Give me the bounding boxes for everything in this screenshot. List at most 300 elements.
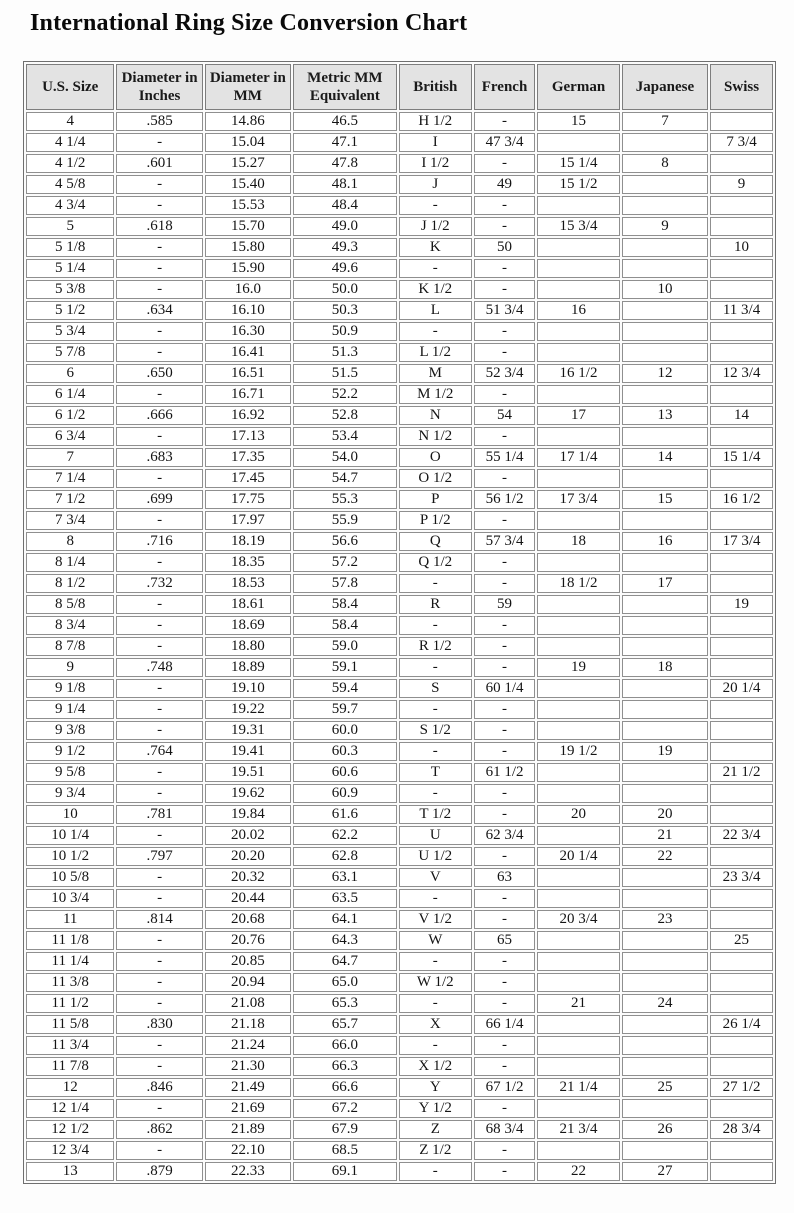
table-cell: 4 1/2 bbox=[26, 154, 114, 173]
table-cell: M bbox=[399, 364, 472, 383]
table-cell: Q 1/2 bbox=[399, 553, 472, 572]
table-cell: .879 bbox=[116, 1162, 202, 1181]
table-cell: - bbox=[399, 259, 472, 278]
table-cell bbox=[622, 322, 708, 341]
table-cell: P bbox=[399, 490, 472, 509]
table-cell bbox=[622, 679, 708, 698]
table-cell: 14 bbox=[710, 406, 773, 425]
table-cell: R 1/2 bbox=[399, 637, 472, 656]
table-cell bbox=[710, 196, 773, 215]
table-cell: - bbox=[116, 259, 202, 278]
column-header-u-s-size: U.S. Size bbox=[26, 64, 114, 110]
table-cell: 17 3/4 bbox=[710, 532, 773, 551]
table-cell: 11 7/8 bbox=[26, 1057, 114, 1076]
table-cell: 4 1/4 bbox=[26, 133, 114, 152]
table-cell bbox=[537, 469, 620, 488]
table-cell: 16.10 bbox=[205, 301, 291, 320]
table-cell bbox=[537, 1099, 620, 1118]
table-cell: 12 bbox=[622, 364, 708, 383]
table-cell: P 1/2 bbox=[399, 511, 472, 530]
table-cell: 10 bbox=[710, 238, 773, 257]
table-cell: 6 1/4 bbox=[26, 385, 114, 404]
table-cell: V 1/2 bbox=[399, 910, 472, 929]
table-row bbox=[26, 805, 773, 824]
table-cell: 49 bbox=[474, 175, 535, 194]
table-cell: 14 bbox=[622, 448, 708, 467]
table-cell: 20.02 bbox=[205, 826, 291, 845]
table-cell bbox=[710, 574, 773, 593]
table-cell: 10 5/8 bbox=[26, 868, 114, 887]
table-row bbox=[26, 616, 773, 635]
table-cell: 15 3/4 bbox=[537, 217, 620, 236]
table-cell: 65.3 bbox=[293, 994, 397, 1013]
table-cell: - bbox=[399, 574, 472, 593]
table-cell bbox=[622, 889, 708, 908]
table-cell: 15.80 bbox=[205, 238, 291, 257]
table-cell: 20 3/4 bbox=[537, 910, 620, 929]
table-cell: H 1/2 bbox=[399, 112, 472, 131]
column-header-swiss: Swiss bbox=[710, 64, 773, 110]
table-cell: 46.5 bbox=[293, 112, 397, 131]
table-cell: - bbox=[474, 427, 535, 446]
table-cell: 9 1/4 bbox=[26, 700, 114, 719]
table-cell: - bbox=[474, 259, 535, 278]
table-cell: 60.3 bbox=[293, 742, 397, 761]
table-cell: 16 1/2 bbox=[537, 364, 620, 383]
table-cell: - bbox=[399, 994, 472, 1013]
table-cell bbox=[537, 511, 620, 530]
table-row bbox=[26, 889, 773, 908]
table-cell: 55 1/4 bbox=[474, 448, 535, 467]
table-cell: 16.30 bbox=[205, 322, 291, 341]
table-cell bbox=[622, 1057, 708, 1076]
table-cell: 47.1 bbox=[293, 133, 397, 152]
table-row bbox=[26, 826, 773, 845]
table-cell: - bbox=[116, 343, 202, 362]
table-cell: 66.0 bbox=[293, 1036, 397, 1055]
table-cell: - bbox=[116, 889, 202, 908]
table-cell: 17.75 bbox=[205, 490, 291, 509]
table-row bbox=[26, 385, 773, 404]
table-cell bbox=[622, 385, 708, 404]
table-cell bbox=[710, 385, 773, 404]
table-cell: 8 1/2 bbox=[26, 574, 114, 593]
table-cell: 68 3/4 bbox=[474, 1120, 535, 1139]
table-cell bbox=[537, 595, 620, 614]
table-cell bbox=[622, 343, 708, 362]
table-cell: 61.6 bbox=[293, 805, 397, 824]
table-cell bbox=[537, 931, 620, 950]
table-cell: 18 bbox=[537, 532, 620, 551]
table-cell: 22.10 bbox=[205, 1141, 291, 1160]
table-cell: - bbox=[116, 1036, 202, 1055]
table-cell: - bbox=[399, 1036, 472, 1055]
table-cell: N bbox=[399, 406, 472, 425]
table-cell bbox=[537, 700, 620, 719]
column-header-french: French bbox=[474, 64, 535, 110]
table-cell: .650 bbox=[116, 364, 202, 383]
table-cell: L 1/2 bbox=[399, 343, 472, 362]
table-cell: - bbox=[116, 469, 202, 488]
table-cell: 9 1/2 bbox=[26, 742, 114, 761]
table-row bbox=[26, 1141, 773, 1160]
table-row bbox=[26, 553, 773, 572]
table-cell: - bbox=[474, 1141, 535, 1160]
table-cell: 7 3/4 bbox=[710, 133, 773, 152]
table-row bbox=[26, 406, 773, 425]
table-cell: 51.5 bbox=[293, 364, 397, 383]
table-cell: 19.41 bbox=[205, 742, 291, 761]
table-cell: 21 1/4 bbox=[537, 1078, 620, 1097]
table-cell: - bbox=[116, 952, 202, 971]
table-cell: 10 bbox=[622, 280, 708, 299]
table-cell: S 1/2 bbox=[399, 721, 472, 740]
table-cell bbox=[622, 637, 708, 656]
table-cell: 6 3/4 bbox=[26, 427, 114, 446]
table-cell: O bbox=[399, 448, 472, 467]
table-cell: 63.5 bbox=[293, 889, 397, 908]
table-cell: 8 bbox=[26, 532, 114, 551]
table-row bbox=[26, 343, 773, 362]
table-cell: 27 bbox=[622, 1162, 708, 1181]
table-cell: - bbox=[116, 595, 202, 614]
table-cell: - bbox=[399, 616, 472, 635]
table-cell: T bbox=[399, 763, 472, 782]
table-cell bbox=[710, 154, 773, 173]
table-cell bbox=[537, 973, 620, 992]
table-cell: 5 bbox=[26, 217, 114, 236]
table-cell bbox=[622, 700, 708, 719]
table-cell: .618 bbox=[116, 217, 202, 236]
column-header-metric-mm-equivalent: Metric MM Equivalent bbox=[293, 64, 397, 110]
table-cell: 8 3/4 bbox=[26, 616, 114, 635]
table-cell: 11 1/8 bbox=[26, 931, 114, 950]
table-cell: 17 3/4 bbox=[537, 490, 620, 509]
table-cell: 48.1 bbox=[293, 175, 397, 194]
table-body bbox=[26, 112, 773, 1181]
table-cell: - bbox=[116, 133, 202, 152]
ring-size-conversion-table bbox=[23, 61, 776, 1184]
table-cell: 54 bbox=[474, 406, 535, 425]
table-cell: 21 1/2 bbox=[710, 763, 773, 782]
table-cell: 9 bbox=[710, 175, 773, 194]
table-cell: 66.3 bbox=[293, 1057, 397, 1076]
table-cell: 21 3/4 bbox=[537, 1120, 620, 1139]
table-cell: - bbox=[474, 112, 535, 131]
table-cell bbox=[710, 322, 773, 341]
table-cell: - bbox=[474, 217, 535, 236]
table-row bbox=[26, 742, 773, 761]
table-cell: 12 bbox=[26, 1078, 114, 1097]
table-cell: 21.24 bbox=[205, 1036, 291, 1055]
table-cell: 19 bbox=[710, 595, 773, 614]
table-cell: 12 3/4 bbox=[710, 364, 773, 383]
table-cell bbox=[710, 637, 773, 656]
table-cell: 7 1/2 bbox=[26, 490, 114, 509]
table-cell: 15 bbox=[537, 112, 620, 131]
table-row bbox=[26, 1162, 773, 1181]
table-row bbox=[26, 112, 773, 131]
table-cell: 48.4 bbox=[293, 196, 397, 215]
table-cell: - bbox=[116, 553, 202, 572]
table-cell: 7 bbox=[26, 448, 114, 467]
table-row bbox=[26, 1057, 773, 1076]
table-cell: Z 1/2 bbox=[399, 1141, 472, 1160]
table-cell bbox=[537, 280, 620, 299]
table-cell: 7 3/4 bbox=[26, 511, 114, 530]
table-cell: 52 3/4 bbox=[474, 364, 535, 383]
table-cell: .862 bbox=[116, 1120, 202, 1139]
table-cell bbox=[622, 196, 708, 215]
column-header-british: British bbox=[399, 64, 472, 110]
table-cell: - bbox=[116, 700, 202, 719]
table-cell bbox=[622, 973, 708, 992]
table-cell: - bbox=[116, 427, 202, 446]
table-cell: 20 1/4 bbox=[537, 847, 620, 866]
table-cell: 21 bbox=[537, 994, 620, 1013]
table-row bbox=[26, 511, 773, 530]
table-cell: 12 1/4 bbox=[26, 1099, 114, 1118]
table-cell bbox=[622, 238, 708, 257]
table-cell: 4 5/8 bbox=[26, 175, 114, 194]
table-cell: .764 bbox=[116, 742, 202, 761]
table-cell: 5 3/4 bbox=[26, 322, 114, 341]
table-cell: W bbox=[399, 931, 472, 950]
table-row bbox=[26, 196, 773, 215]
table-cell: 53.4 bbox=[293, 427, 397, 446]
table-cell: 8 7/8 bbox=[26, 637, 114, 656]
table-cell: 7 bbox=[622, 112, 708, 131]
table-cell: - bbox=[116, 1057, 202, 1076]
table-cell bbox=[537, 721, 620, 740]
table-row bbox=[26, 721, 773, 740]
table-cell bbox=[710, 553, 773, 572]
table-cell: M 1/2 bbox=[399, 385, 472, 404]
table-cell: .585 bbox=[116, 112, 202, 131]
table-cell bbox=[537, 616, 620, 635]
table-cell: 15.27 bbox=[205, 154, 291, 173]
table-cell bbox=[710, 343, 773, 362]
table-cell: - bbox=[116, 973, 202, 992]
table-cell: J 1/2 bbox=[399, 217, 472, 236]
table-cell: .781 bbox=[116, 805, 202, 824]
table-cell: 20 bbox=[537, 805, 620, 824]
table-cell: 17 bbox=[537, 406, 620, 425]
table-cell: - bbox=[116, 1099, 202, 1118]
table-cell: 56.6 bbox=[293, 532, 397, 551]
table-cell: - bbox=[116, 1141, 202, 1160]
table-row bbox=[26, 574, 773, 593]
table-cell: 22 3/4 bbox=[710, 826, 773, 845]
table-cell bbox=[537, 196, 620, 215]
table-cell: - bbox=[116, 238, 202, 257]
table-cell: 27 1/2 bbox=[710, 1078, 773, 1097]
table-cell bbox=[537, 952, 620, 971]
table-cell: - bbox=[474, 322, 535, 341]
table-cell: 17 1/4 bbox=[537, 448, 620, 467]
table-row bbox=[26, 763, 773, 782]
table-cell: 19.31 bbox=[205, 721, 291, 740]
table-cell: - bbox=[474, 994, 535, 1013]
table-cell: 55.3 bbox=[293, 490, 397, 509]
table-cell: - bbox=[474, 973, 535, 992]
table-cell: 52.8 bbox=[293, 406, 397, 425]
table-cell: 50.3 bbox=[293, 301, 397, 320]
table-cell: 19 bbox=[537, 658, 620, 677]
table-cell: - bbox=[116, 511, 202, 530]
table-cell bbox=[710, 280, 773, 299]
table-cell: 59 bbox=[474, 595, 535, 614]
table-cell: 8 5/8 bbox=[26, 595, 114, 614]
table-row bbox=[26, 532, 773, 551]
table-cell: 62.8 bbox=[293, 847, 397, 866]
table-cell: 10 3/4 bbox=[26, 889, 114, 908]
table-row bbox=[26, 364, 773, 383]
table-cell: 66.6 bbox=[293, 1078, 397, 1097]
table-cell: 20 bbox=[622, 805, 708, 824]
table-cell: .797 bbox=[116, 847, 202, 866]
table-cell: 16 bbox=[622, 532, 708, 551]
table-cell: 6 1/2 bbox=[26, 406, 114, 425]
table-cell bbox=[537, 1036, 620, 1055]
table-cell: 58.4 bbox=[293, 616, 397, 635]
table-cell bbox=[537, 889, 620, 908]
table-cell: 6 bbox=[26, 364, 114, 383]
table-row bbox=[26, 658, 773, 677]
table-cell: 23 3/4 bbox=[710, 868, 773, 887]
table-cell: .732 bbox=[116, 574, 202, 593]
table-cell: I bbox=[399, 133, 472, 152]
table-cell: 55.9 bbox=[293, 511, 397, 530]
table-cell bbox=[622, 553, 708, 572]
table-cell: 49.3 bbox=[293, 238, 397, 257]
table-cell: - bbox=[116, 385, 202, 404]
table-row bbox=[26, 1015, 773, 1034]
table-cell: 5 7/8 bbox=[26, 343, 114, 362]
table-cell: - bbox=[474, 469, 535, 488]
table-cell: 21.89 bbox=[205, 1120, 291, 1139]
table-cell: 15 bbox=[622, 490, 708, 509]
table-cell: 65.0 bbox=[293, 973, 397, 992]
table-cell bbox=[537, 637, 620, 656]
table-cell: N 1/2 bbox=[399, 427, 472, 446]
table-cell: - bbox=[399, 1162, 472, 1181]
table-cell: 15 1/4 bbox=[710, 448, 773, 467]
table-cell: - bbox=[474, 616, 535, 635]
table-cell: 10 1/4 bbox=[26, 826, 114, 845]
table-cell: 21.08 bbox=[205, 994, 291, 1013]
table-cell: X bbox=[399, 1015, 472, 1034]
table-row bbox=[26, 448, 773, 467]
table-cell: 9 bbox=[622, 217, 708, 236]
column-header-japanese: Japanese bbox=[622, 64, 708, 110]
table-cell: - bbox=[474, 1162, 535, 1181]
table-cell: .716 bbox=[116, 532, 202, 551]
table-row bbox=[26, 217, 773, 236]
table-cell bbox=[537, 553, 620, 572]
table-cell bbox=[622, 511, 708, 530]
table-cell: - bbox=[116, 196, 202, 215]
table-cell bbox=[537, 679, 620, 698]
table-row bbox=[26, 469, 773, 488]
table-cell: - bbox=[116, 322, 202, 341]
table-cell bbox=[622, 133, 708, 152]
table-cell: - bbox=[116, 175, 202, 194]
table-cell: - bbox=[116, 931, 202, 950]
table-cell: - bbox=[474, 1099, 535, 1118]
table-cell: 18 bbox=[622, 658, 708, 677]
table-row bbox=[26, 238, 773, 257]
table-cell: 19.51 bbox=[205, 763, 291, 782]
table-cell: 19 bbox=[622, 742, 708, 761]
table-cell: .748 bbox=[116, 658, 202, 677]
table-cell: 26 1/4 bbox=[710, 1015, 773, 1034]
table-cell: - bbox=[116, 280, 202, 299]
table-cell: 57.2 bbox=[293, 553, 397, 572]
table-cell: 11 3/8 bbox=[26, 973, 114, 992]
table-cell: 63 bbox=[474, 868, 535, 887]
table-cell: .634 bbox=[116, 301, 202, 320]
table-cell bbox=[537, 1141, 620, 1160]
table-cell bbox=[710, 994, 773, 1013]
table-cell bbox=[710, 1162, 773, 1181]
table-cell: 20.76 bbox=[205, 931, 291, 950]
table-cell: .699 bbox=[116, 490, 202, 509]
table-cell bbox=[537, 133, 620, 152]
table-cell: - bbox=[399, 700, 472, 719]
table-cell: 20.68 bbox=[205, 910, 291, 929]
table-cell: - bbox=[399, 784, 472, 803]
table-cell: 20.32 bbox=[205, 868, 291, 887]
table-cell: - bbox=[474, 847, 535, 866]
table-cell bbox=[622, 1141, 708, 1160]
table-cell bbox=[710, 259, 773, 278]
column-header-diameter-in-mm: Diameter in MM bbox=[205, 64, 291, 110]
table-cell bbox=[537, 238, 620, 257]
table-cell: 56 1/2 bbox=[474, 490, 535, 509]
table-cell: - bbox=[116, 784, 202, 803]
table-cell: 66 1/4 bbox=[474, 1015, 535, 1034]
table-cell: 67.2 bbox=[293, 1099, 397, 1118]
table-cell: 15 1/2 bbox=[537, 175, 620, 194]
table-cell bbox=[622, 469, 708, 488]
table-cell: 17.13 bbox=[205, 427, 291, 446]
table-cell bbox=[622, 721, 708, 740]
table-cell: 16 1/2 bbox=[710, 490, 773, 509]
table-cell: 20 1/4 bbox=[710, 679, 773, 698]
table-cell: 17.45 bbox=[205, 469, 291, 488]
table-cell: 17.35 bbox=[205, 448, 291, 467]
table-cell: 20.85 bbox=[205, 952, 291, 971]
table-cell: 11 1/4 bbox=[26, 952, 114, 971]
table-cell: Q bbox=[399, 532, 472, 551]
table-cell: - bbox=[474, 805, 535, 824]
table-cell: - bbox=[116, 679, 202, 698]
table-cell: - bbox=[474, 742, 535, 761]
table-cell: 15.70 bbox=[205, 217, 291, 236]
table-cell: U bbox=[399, 826, 472, 845]
table-cell: 25 bbox=[710, 931, 773, 950]
table-cell: .666 bbox=[116, 406, 202, 425]
table-cell: - bbox=[116, 868, 202, 887]
table-cell: - bbox=[474, 952, 535, 971]
table-cell: X 1/2 bbox=[399, 1057, 472, 1076]
table-cell: 26 bbox=[622, 1120, 708, 1139]
table-cell: 18.53 bbox=[205, 574, 291, 593]
table-cell: 21.69 bbox=[205, 1099, 291, 1118]
table-cell: - bbox=[474, 553, 535, 572]
table-cell: 60.9 bbox=[293, 784, 397, 803]
